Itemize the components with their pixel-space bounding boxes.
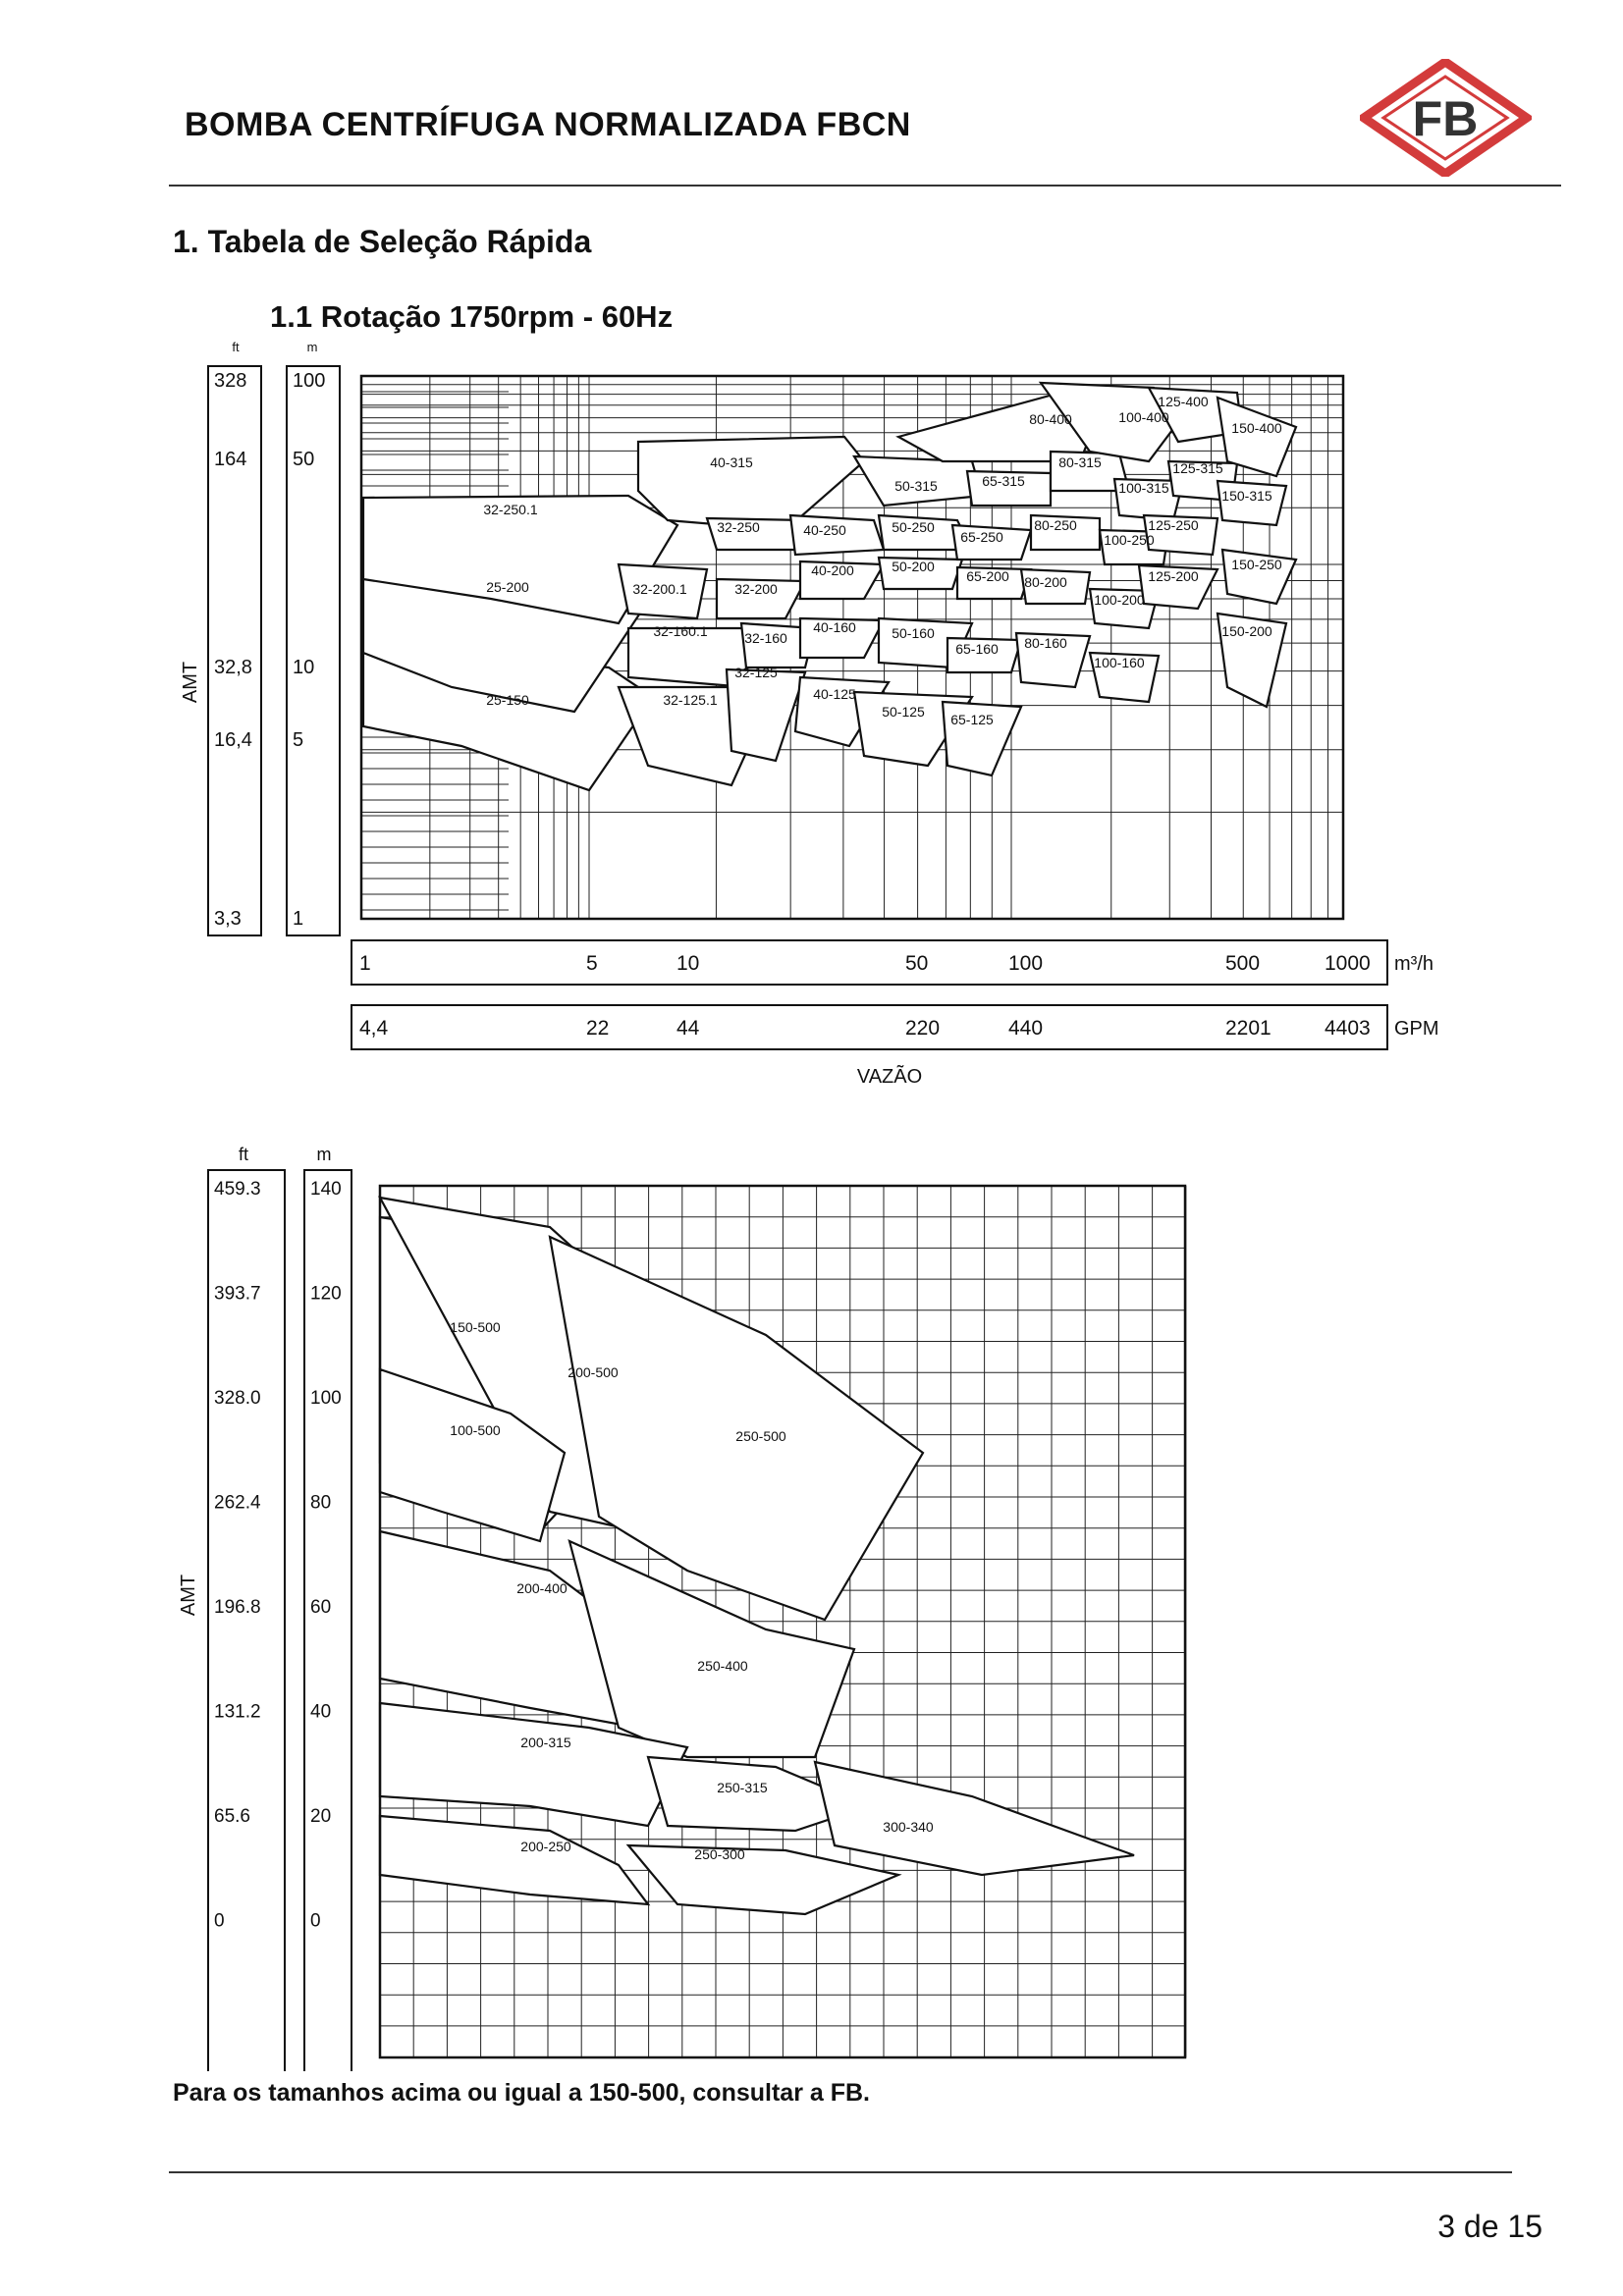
logo-text: FB xyxy=(1412,91,1479,146)
ft-unit-label-2: ft xyxy=(238,1145,249,1164)
footer-note: Para os tamanhos acima ou igual a 150-500, consultar a FB. xyxy=(173,2079,870,2107)
pump-label: 65-250 xyxy=(960,529,1003,545)
pump-label: 40-250 xyxy=(803,522,846,538)
pump-label: 65-200 xyxy=(966,568,1009,584)
m-tick: 5 xyxy=(293,729,304,751)
pump-label-2: 200-500 xyxy=(568,1364,619,1380)
pump-label: 40-160 xyxy=(813,619,856,635)
m3h-tick: 100 xyxy=(1008,952,1044,975)
pump-label-2: 150-500 xyxy=(450,1319,501,1335)
section-subheading: 1.1 Rotação 1750rpm - 60Hz xyxy=(270,299,674,334)
m-tick-2: 120 xyxy=(310,1283,342,1305)
gpm-unit: GPM xyxy=(1394,1018,1439,1040)
ft-tick-2: 328.0 xyxy=(214,1388,261,1409)
pump-label: 65-125 xyxy=(950,712,994,727)
document-title: BOMBA CENTRÍFUGA NORMALIZADA FBCN xyxy=(185,106,911,143)
pump-label: 50-125 xyxy=(882,704,925,720)
pump-label: 125-400 xyxy=(1158,394,1209,409)
m-tick-2: 20 xyxy=(310,1806,332,1827)
m3h-tick: 50 xyxy=(905,952,929,975)
pump-label-2: 200-400 xyxy=(516,1580,568,1596)
pump-label: 50-250 xyxy=(892,519,935,535)
section-heading: 1. Tabela de Seleção Rápida xyxy=(173,224,592,259)
gpm-tick: 22 xyxy=(586,1017,610,1040)
pump-zone-300-340 xyxy=(815,1762,1134,1875)
y-axis-label: AMT xyxy=(180,661,201,704)
pump-label: 100-250 xyxy=(1104,532,1155,548)
ft-tick-2: 65.6 xyxy=(214,1806,250,1827)
ft-tick-2: 131.2 xyxy=(214,1701,261,1723)
ft-tick-2: 262.4 xyxy=(214,1492,261,1514)
pump-label: 80-160 xyxy=(1024,635,1067,651)
pump-label: 32-200.1 xyxy=(632,581,687,597)
ft-tick-2: 393.7 xyxy=(214,1283,261,1305)
pump-label-2: 250-300 xyxy=(694,1846,745,1862)
pump-label: 32-250 xyxy=(717,519,760,535)
m-scale-2 xyxy=(304,1170,352,2071)
m3h-tick: 1000 xyxy=(1325,952,1371,975)
ft-tick-2: 196.8 xyxy=(214,1597,261,1618)
gpm-tick: 4,4 xyxy=(359,1017,389,1040)
m3h-tick: 10 xyxy=(676,952,700,975)
gpm-tick: 44 xyxy=(676,1017,700,1040)
pump-label: 40-125 xyxy=(813,686,856,702)
m-tick: 1 xyxy=(293,908,304,930)
pump-label-2: 200-250 xyxy=(520,1839,571,1854)
pump-label: 32-125.1 xyxy=(663,692,718,708)
pump-label: 50-160 xyxy=(892,625,935,641)
m-unit-label-2: m xyxy=(316,1145,332,1164)
ft-tick: 164 xyxy=(214,449,247,470)
pump-zone-32-125 xyxy=(727,669,805,761)
pump-label: 50-200 xyxy=(892,559,935,574)
pump-label: 100-400 xyxy=(1118,409,1169,425)
pump-label-2: 300-340 xyxy=(883,1819,934,1835)
pump-zone-250-300 xyxy=(628,1845,898,1914)
pump-label: 25-150 xyxy=(486,692,529,708)
m-tick-2: 80 xyxy=(310,1492,332,1514)
m-tick: 100 xyxy=(293,370,326,392)
m3h-unit: m³/h xyxy=(1394,953,1434,975)
y-axis-label-2: AMT xyxy=(178,1574,199,1617)
pump-label: 150-200 xyxy=(1221,623,1272,639)
gpm-tick: 220 xyxy=(905,1017,941,1040)
m-unit-label: m xyxy=(306,340,318,354)
ft-tick-2: 459.3 xyxy=(214,1179,261,1200)
pump-label: 40-315 xyxy=(710,454,753,470)
ft-unit-label: ft xyxy=(232,340,240,354)
pump-label: 125-250 xyxy=(1148,517,1199,533)
ft-tick: 16,4 xyxy=(214,729,252,751)
pump-zone-200-250 xyxy=(380,1816,648,1904)
selection-chart-1750rpm xyxy=(0,0,1623,1119)
pump-label: 100-160 xyxy=(1094,655,1145,670)
m-tick-2: 140 xyxy=(310,1179,342,1200)
m3h-tick: 500 xyxy=(1225,952,1261,975)
pump-label: 32-250.1 xyxy=(483,502,538,517)
m3h-tick: 5 xyxy=(586,952,598,975)
pump-label: 80-250 xyxy=(1034,517,1077,533)
pump-label-2: 250-400 xyxy=(697,1658,748,1674)
pump-label: 32-160.1 xyxy=(653,623,708,639)
pump-label: 32-125 xyxy=(734,665,778,680)
m3h-tick: 1 xyxy=(359,952,371,975)
page-number: 3 de 15 xyxy=(1437,2209,1542,2244)
pump-label: 150-400 xyxy=(1231,420,1282,436)
pump-label: 50-315 xyxy=(894,478,938,494)
ft-tick: 328 xyxy=(214,370,247,392)
pump-label: 125-200 xyxy=(1148,568,1199,584)
m-tick-2: 40 xyxy=(310,1701,332,1723)
gpm-tick: 2201 xyxy=(1225,1017,1271,1040)
gpm-tick: 440 xyxy=(1008,1017,1044,1040)
pump-label-2: 250-500 xyxy=(735,1428,786,1444)
ft-tick: 32,8 xyxy=(214,657,252,678)
pump-label: 150-315 xyxy=(1221,488,1272,504)
pump-label-2: 200-315 xyxy=(520,1735,571,1750)
pump-label: 32-160 xyxy=(744,630,787,646)
pump-label: 65-160 xyxy=(955,641,999,657)
pump-label: 65-315 xyxy=(982,473,1025,489)
m-tick: 10 xyxy=(293,657,315,678)
ft-tick-2: 0 xyxy=(214,1910,225,1932)
pump-label: 80-315 xyxy=(1058,454,1102,470)
selection-chart-large xyxy=(0,1119,1623,2071)
m-tick-2: 60 xyxy=(310,1597,332,1618)
gpm-tick: 4403 xyxy=(1325,1017,1371,1040)
m-tick-2: 0 xyxy=(310,1910,321,1932)
m-tick: 50 xyxy=(293,449,315,470)
m-tick-2: 100 xyxy=(310,1388,342,1409)
x-axis-label: VAZÃO xyxy=(856,1066,923,1088)
pump-zone-40-315 xyxy=(638,437,864,530)
pump-label-2: 250-315 xyxy=(717,1780,768,1795)
pump-label-2: 100-500 xyxy=(450,1422,501,1438)
pump-label: 125-315 xyxy=(1172,460,1223,476)
footer-rule xyxy=(169,2171,1512,2173)
pump-label: 80-400 xyxy=(1029,411,1072,427)
pump-label: 40-200 xyxy=(811,562,854,578)
ft-scale-2 xyxy=(208,1170,285,2071)
pump-label: 100-200 xyxy=(1094,592,1145,608)
pump-label: 25-200 xyxy=(486,579,529,595)
pump-label: 150-250 xyxy=(1231,557,1282,572)
pump-label: 80-200 xyxy=(1024,574,1067,590)
ft-tick: 3,3 xyxy=(214,908,242,930)
pump-label: 100-315 xyxy=(1118,480,1169,496)
pump-label: 32-200 xyxy=(734,581,778,597)
